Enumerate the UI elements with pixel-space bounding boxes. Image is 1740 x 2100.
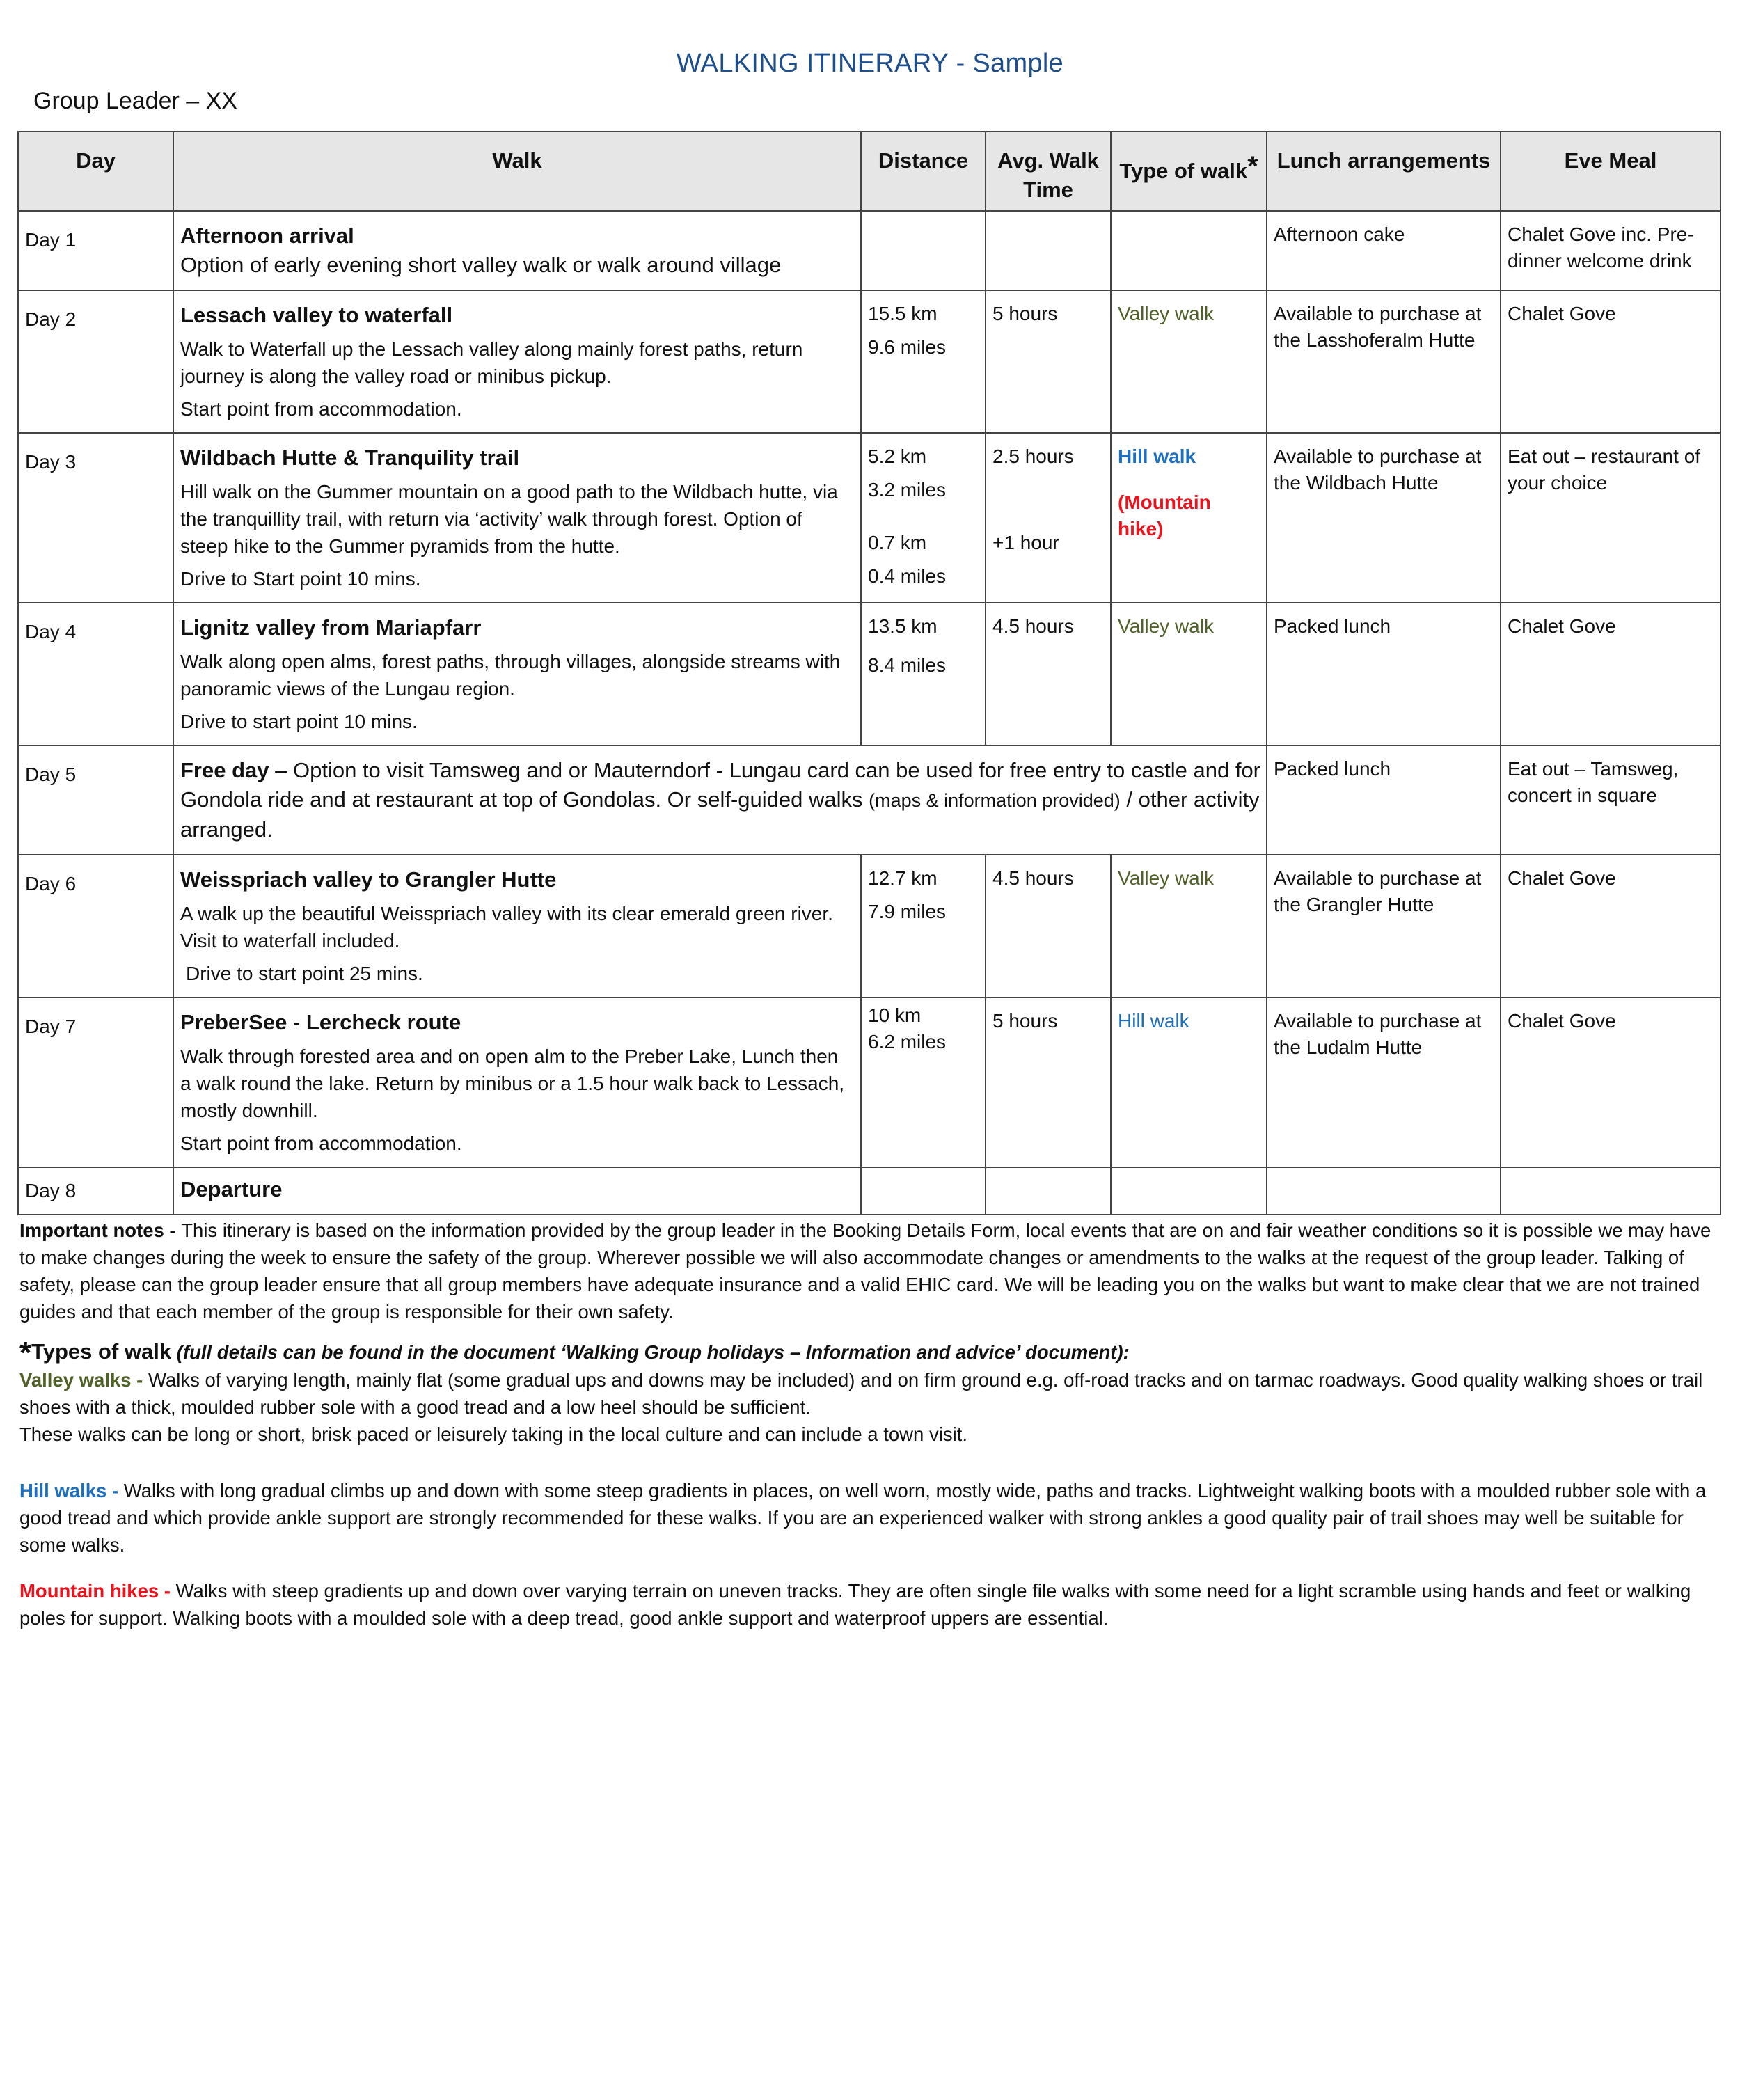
walk-title: Lessach valley to waterfall [180,303,453,327]
mountain-hikes-text: Walks with steep gradients up and down over varying terrain on uneven tracks. They are often single file walks with some need for a light scramble using hands and feet or walking poles for support. Walking boots with a moulded sole with a deep tread, good ankle support and waterproof uppers are essential. [19,1580,1691,1629]
time-cell: 5 hours [986,997,1111,1167]
lunch-cell: Packed lunch [1267,603,1501,745]
header-type-label: Type of walk [1119,159,1248,183]
walk-cell [173,997,861,1167]
time-cell [986,433,1111,603]
distance-cell [861,855,986,997]
distance-km: 10 km [868,1004,922,1026]
distance-km: 13.5 km [868,615,938,637]
eve-cell: Chalet Gove inc. Pre-dinner welcome drink [1501,211,1721,290]
table-row [18,1167,1721,1215]
walk-title: Free day [180,758,269,782]
distance-km: 5.2 km [868,445,927,467]
table-row [18,997,1721,1167]
day-cell: Day 8 [18,1167,173,1215]
header-time: Avg. Walk Time [986,132,1111,211]
walk-title: Weisspriach valley to Grangler Hutte [180,867,557,892]
distance-miles: 6.2 miles [868,1031,947,1052]
eve-cell: Eat out – restaurant of your choice [1501,433,1721,603]
walk-description: Hill walk on the Gummer mountain on a good path to the Wildbach hutte, via the tranquillity trail, with return via ‘activity’ walk through forest. Option of steep hike to the Gummer pyramids from the hutte. [180,481,838,557]
hill-walks-label: Hill walks - [19,1480,124,1501]
table-row [18,290,1721,433]
walk-description [180,756,1263,844]
header-distance: Distance [861,132,986,211]
type-cell: Valley walk [1111,603,1267,745]
distance-km-extra: 0.7 km [868,532,927,553]
mountain-hikes-label: Mountain hikes - [19,1580,176,1602]
eve-cell: Chalet Gove [1501,997,1721,1167]
walk-description: Walk through forested area and on open alm to the Preber Lake, Lunch then a walk round the lake. Return by minibus or a 1.5 hour walk back to Lessach, mostly downhill. [180,1045,845,1121]
time-cell [986,1167,1111,1215]
walk-start: Drive to Start point 10 mins. [180,568,421,590]
table-row [18,855,1721,997]
walk-cell [173,1167,861,1215]
eve-cell: Chalet Gove [1501,290,1721,433]
type-cell: Valley walk [1111,290,1267,433]
lunch-cell: Available to purchase at the Grangler Hutte [1267,855,1501,997]
distance-cell [861,433,986,603]
table-row [18,211,1721,290]
eve-cell: Eat out – Tamsweg, concert in square [1501,745,1721,855]
walk-start: Drive to start point 10 mins. [180,711,418,732]
lunch-cell: Packed lunch [1267,745,1501,855]
walk-description: A walk up the beautiful Weisspriach valley with its clear emerald green river. Visit to waterfall included. [180,903,833,952]
distance-miles-extra: 0.4 miles [868,565,947,587]
valley-walks-text: Walks of varying length, mainly flat (some gradual ups and downs may be included) and on firm ground e.g. off-road tracks and on tarmac roadways. Good quality walking shoes or trail shoes with a thick, moulded rubber sole with a good tread and a low heel should be sufficient. [19,1369,1703,1418]
walk-cell [173,433,861,603]
table-row [18,745,1721,855]
important-notes [19,1217,1718,1325]
time-main: 2.5 hours [992,445,1074,467]
group-leader: Group Leader – XX [33,88,237,114]
important-notes-label: Important notes - [19,1219,182,1241]
types-of-walk [19,1338,1718,1448]
distance-km: 15.5 km [868,303,938,324]
walk-description-note: (maps & information provided) [869,790,1121,811]
type-cell: Valley walk [1111,855,1267,997]
eve-cell: Chalet Gove [1501,855,1721,997]
lunch-cell: Available to purchase at the Wildbach Hutte [1267,433,1501,603]
day-cell: Day 5 [18,745,173,855]
hill-walks-text: Walks with long gradual climbs up and down with some steep gradients in places, on well worn, mostly wide, paths and tracks. Lightweight walking boots with a moulded rubber sole with a good tread and which provide ankle support are strongly recommended for these walks. If you are an experienced walker with strong ankles a good quality pair of trail shoes may well be suitable for some walks. [19,1480,1707,1556]
walk-start: Start point from accommodation. [180,398,462,420]
eve-cell [1501,1167,1721,1215]
distance-miles: 8.4 miles [868,654,947,676]
page-title: WALKING ITINERARY - Sample [676,49,1064,78]
walk-start: Start point from accommodation. [180,1132,462,1154]
distance-cell [861,211,986,290]
time-cell: 4.5 hours [986,855,1111,997]
walk-description: Walk to Waterfall up the Lessach valley along mainly forest paths, return journey is along the valley road or minibus pickup. [180,338,803,387]
table-row [18,433,1721,603]
day-cell: Day 1 [18,211,173,290]
header-type-asterisk: * [1247,151,1258,182]
distance-miles: 9.6 miles [868,336,947,358]
type-cell [1111,211,1267,290]
type-mountain: (Mountain hike) [1118,491,1211,539]
lunch-cell: Available to purchase at the Ludalm Hutte [1267,997,1501,1167]
important-notes-text: This itinerary is based on the information provided by the group leader in the Booking Details Form, local events that are on and fair weather conditions so it is possible we may have to make changes during the week to ensure the safety of the group. Wherever possible we will also accommodate changes or amendments to the walks at the request of the group leader. Talking of safety, please can the group leader ensure that all group members have adequate insurance and a valid EHIC card. We will be leading you on the walks but want to make clear that we are not trained guides and that each member of the group is responsible for their own safety. [19,1219,1711,1323]
time-extra: +1 hour [992,532,1059,553]
valley-walks-text-2: These walks can be long or short, brisk paced or leisurely taking in the local culture and can include a town visit. [19,1423,967,1445]
walk-start: Drive to start point 25 mins. [186,963,423,984]
type-cell [1111,433,1267,603]
type-cell: Hill walk [1111,997,1267,1167]
walk-description: Option of early evening short valley walk or walk around village [180,253,782,277]
table-row [18,603,1721,745]
walk-cell [173,603,861,745]
walk-cell [173,290,861,433]
type-hill: Hill walk [1118,445,1196,467]
day-cell: Day 6 [18,855,173,997]
lunch-cell: Available to purchase at the Lasshoferalm Hutte [1267,290,1501,433]
day-cell: Day 3 [18,433,173,603]
time-cell: 4.5 hours [986,603,1111,745]
day-cell: Day 7 [18,997,173,1167]
time-cell: 5 hours [986,290,1111,433]
distance-cell [861,603,986,745]
header-day: Day [18,132,173,211]
walk-cell [173,745,1267,855]
header-lunch: Lunch arrangements [1267,132,1501,211]
lunch-cell: Afternoon cake [1267,211,1501,290]
day-cell: Day 2 [18,290,173,433]
header-eve: Eve Meal [1501,132,1721,211]
walk-title: Afternoon arrival [180,223,354,248]
time-cell [986,211,1111,290]
types-heading: Types of walk [31,1339,172,1364]
valley-walks-label: Valley walks - [19,1369,148,1391]
type-cell [1111,1167,1267,1215]
lunch-cell [1267,1167,1501,1215]
walk-title: Wildbach Hutte & Tranquility trail [180,445,520,470]
distance-cell [861,997,986,1167]
itinerary-table [17,131,1721,1215]
walk-description-main: – Option to visit Tamsweg and or Mauterndorf - Lungau card can be used for free entry to castle and for Gondola ride and at restaurant at top of Gondolas. Or self-guided walks [180,758,1261,812]
walk-description-end: / other activity arranged. [180,787,1260,842]
mountain-hikes-note [19,1577,1718,1632]
distance-miles: 3.2 miles [868,479,947,500]
distance-km: 12.7 km [868,867,938,889]
types-asterisk: * [19,1336,32,1370]
distance-cell [861,290,986,433]
eve-cell: Chalet Gove [1501,603,1721,745]
types-detail: (full details can be found in the document ‘Walking Group holidays – Information and advice’ document): [171,1341,1130,1363]
distance-cell [861,1167,986,1215]
walk-cell [173,855,861,997]
walk-title: Lignitz valley from Mariapfarr [180,615,482,640]
day-cell: Day 4 [18,603,173,745]
walk-description: Walk along open alms, forest paths, through villages, alongside streams with panoramic views of the Lungau region. [180,651,841,700]
header-walk: Walk [173,132,861,211]
distance-miles: 7.9 miles [868,901,947,922]
hill-walks-note [19,1477,1718,1558]
header-row [18,132,1721,211]
walk-title: Departure [180,1177,283,1201]
walk-cell [173,211,861,290]
header-type [1111,132,1267,211]
walk-title: PreberSee - Lercheck route [180,1010,461,1034]
